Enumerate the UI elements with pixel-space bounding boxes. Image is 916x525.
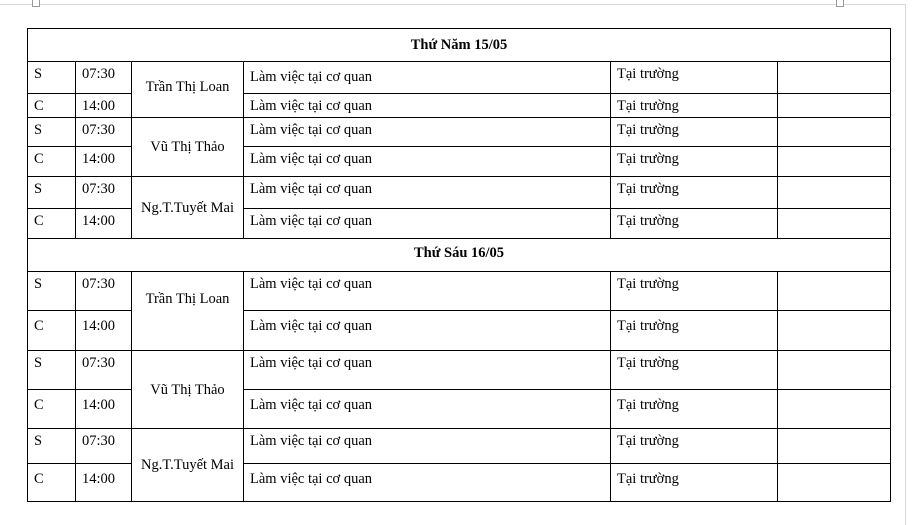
note-cell <box>778 429 891 464</box>
task-cell: Làm việc tại cơ quan <box>244 464 611 502</box>
note-cell <box>778 209 891 239</box>
table-row <box>28 272 891 311</box>
place-cell: Tại trường <box>611 390 778 429</box>
session-cell: C <box>28 209 76 239</box>
time-cell: 14:00 <box>76 209 132 239</box>
time-cell: 14:00 <box>76 464 132 502</box>
task-cell: Làm việc tại cơ quan <box>244 311 611 351</box>
note-cell <box>778 177 891 209</box>
time-cell: 07:30 <box>76 272 132 311</box>
note-cell <box>778 464 891 502</box>
note-cell <box>778 62 891 94</box>
table-row <box>28 351 891 390</box>
place-cell: Tại trường <box>611 351 778 390</box>
time-cell: 14:00 <box>76 390 132 429</box>
place-cell: Tại trường <box>611 147 778 177</box>
time-cell: 07:30 <box>76 429 132 464</box>
session-cell: C <box>28 147 76 177</box>
task-cell: Làm việc tại cơ quan <box>244 177 611 209</box>
task-cell: Làm việc tại cơ quan <box>244 62 611 94</box>
table-row <box>28 177 891 209</box>
person-cell: Ng.T.Tuyết Mai <box>132 429 244 502</box>
note-cell <box>778 351 891 390</box>
ruler-marker-left <box>32 0 40 7</box>
time-cell: 14:00 <box>76 94 132 118</box>
session-cell: S <box>28 62 76 94</box>
place-cell: Tại trường <box>611 177 778 209</box>
note-cell <box>778 118 891 147</box>
task-cell: Làm việc tại cơ quan <box>244 351 611 390</box>
task-cell: Làm việc tại cơ quan <box>244 94 611 118</box>
table-row <box>28 429 891 464</box>
page-right-border <box>905 4 906 525</box>
place-cell: Tại trường <box>611 311 778 351</box>
task-cell: Làm việc tại cơ quan <box>244 147 611 177</box>
person-cell: Vũ Thị Thảo <box>132 118 244 177</box>
time-cell: 07:30 <box>76 62 132 94</box>
place-cell: Tại trường <box>611 62 778 94</box>
task-cell: Làm việc tại cơ quan <box>244 390 611 429</box>
place-cell: Tại trường <box>611 429 778 464</box>
table-row <box>28 118 891 147</box>
person-cell: Ng.T.Tuyết Mai <box>132 177 244 239</box>
day-title: Thứ Năm 15/05 <box>28 29 891 62</box>
day-title: Thứ Sáu 16/05 <box>28 239 891 272</box>
session-cell: S <box>28 177 76 209</box>
session-cell: C <box>28 390 76 429</box>
person-cell: Trần Thị Loan <box>132 272 244 351</box>
time-cell: 07:30 <box>76 177 132 209</box>
time-cell: 14:00 <box>76 147 132 177</box>
place-cell: Tại trường <box>611 118 778 147</box>
session-cell: C <box>28 311 76 351</box>
session-cell: S <box>28 118 76 147</box>
note-cell <box>778 94 891 118</box>
place-cell: Tại trường <box>611 209 778 239</box>
day-header-row <box>28 29 891 62</box>
task-cell: Làm việc tại cơ quan <box>244 209 611 239</box>
day-header-row <box>28 239 891 272</box>
note-cell <box>778 390 891 429</box>
note-cell <box>778 272 891 311</box>
session-cell: C <box>28 94 76 118</box>
person-cell: Vũ Thị Thảo <box>132 351 244 429</box>
place-cell: Tại trường <box>611 272 778 311</box>
ruler-marker-right <box>836 0 844 7</box>
place-cell: Tại trường <box>611 94 778 118</box>
time-cell: 07:30 <box>76 118 132 147</box>
task-cell: Làm việc tại cơ quan <box>244 272 611 311</box>
note-cell <box>778 147 891 177</box>
place-cell: Tại trường <box>611 464 778 502</box>
table-row <box>28 62 891 94</box>
time-cell: 07:30 <box>76 351 132 390</box>
task-cell: Làm việc tại cơ quan <box>244 118 611 147</box>
session-cell: C <box>28 464 76 502</box>
person-cell: Trần Thị Loan <box>132 62 244 118</box>
session-cell: S <box>28 272 76 311</box>
session-cell: S <box>28 351 76 390</box>
time-cell: 14:00 <box>76 311 132 351</box>
session-cell: S <box>28 429 76 464</box>
schedule-table <box>27 28 891 502</box>
page-top-border <box>0 4 906 5</box>
task-cell: Làm việc tại cơ quan <box>244 429 611 464</box>
note-cell <box>778 311 891 351</box>
